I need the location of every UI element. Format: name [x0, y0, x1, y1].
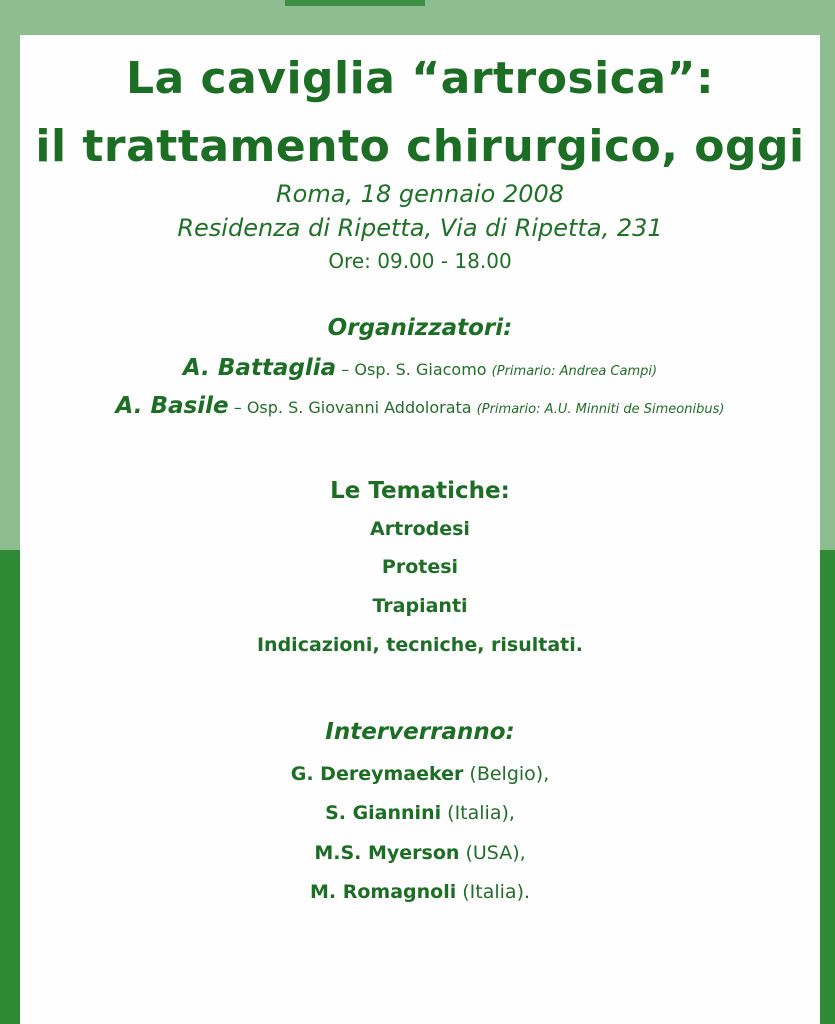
organizer-affiliation: – Osp. S. Giacomo: [336, 360, 492, 379]
speaker-item: [20, 841, 820, 865]
organizer-primario: (Primario: Andrea Campi): [491, 364, 658, 379]
speaker-item: [20, 880, 820, 904]
topic-item: Trapianti: [372, 595, 468, 617]
event-hours: Ore: 09.00 - 18.00: [328, 249, 512, 273]
speaker-name: M. Romagnoli: [309, 881, 457, 903]
event-venue: Residenza di Ripetta, Via di Ripetta, 231: [177, 214, 663, 242]
speaker-country: (Italia),: [441, 802, 515, 824]
speaker-country: (Italia).: [456, 881, 531, 903]
organizer-name: A. Basile: [115, 393, 229, 419]
event-date: Roma, 18 gennaio 2008: [275, 180, 565, 208]
speakers-heading: Interverranno:: [325, 719, 515, 745]
speaker-name: G. Dereymaeker: [290, 763, 464, 785]
topics-heading: Le Tematiche:: [330, 478, 510, 504]
topic-item: Indicazioni, tecniche, risultati.: [256, 634, 583, 656]
organizers-heading: Organizzatori:: [327, 315, 513, 341]
title-line-1: La caviglia “artrosica”:: [125, 53, 715, 104]
organizer-primario: (Primario: A.U. Minniti de Simeonibus): [476, 402, 725, 417]
speaker-country: (USA),: [459, 842, 526, 864]
speaker-item: [20, 762, 820, 786]
title-line-2: il trattamento chirurgico, oggi: [35, 121, 805, 172]
flyer-panel: [20, 35, 820, 1024]
topic-item: Protesi: [381, 556, 459, 578]
organizer-name: A. Battaglia: [182, 355, 337, 381]
topic-item: Artrodesi: [370, 518, 470, 540]
organizer-item: [20, 392, 820, 424]
organizer-affiliation: – Osp. S. Giovanni Addolorata: [228, 398, 477, 417]
speaker-country: (Belgio),: [463, 763, 550, 785]
speaker-name: S. Giannini: [325, 802, 442, 824]
organizer-item: [20, 354, 820, 386]
speaker-name: M.S. Myerson: [314, 842, 460, 864]
speaker-item: [20, 801, 820, 825]
top-edge-strip: [285, 0, 425, 6]
